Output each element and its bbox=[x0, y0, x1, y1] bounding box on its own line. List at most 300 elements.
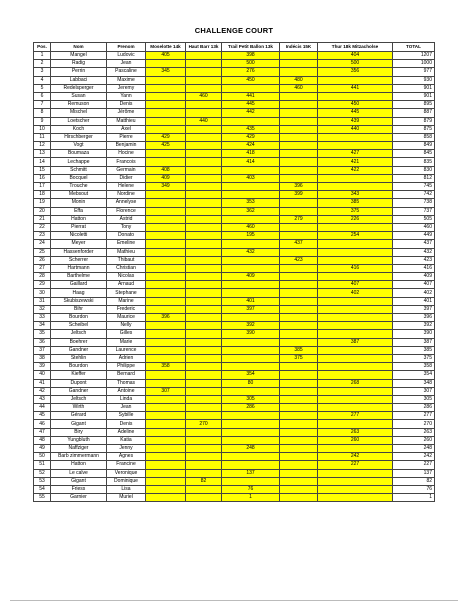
cell-race-1 bbox=[146, 436, 186, 444]
cell-pos: 37 bbox=[34, 346, 51, 354]
cell-race-5 bbox=[318, 273, 393, 281]
table-row bbox=[34, 84, 435, 92]
page-title: CHALLENGE COURT bbox=[194, 26, 274, 35]
cell-race-3 bbox=[222, 346, 280, 354]
cell-pos: 51 bbox=[34, 461, 51, 469]
cell-total: 390 bbox=[393, 330, 435, 338]
cell-prenom: Francine bbox=[107, 461, 146, 469]
cell-race-2: 270 bbox=[186, 420, 222, 428]
cell-race-1: 358 bbox=[146, 363, 186, 371]
cell-total: 354 bbox=[393, 371, 435, 379]
cell-pos: 18 bbox=[34, 191, 51, 199]
table-row bbox=[34, 469, 435, 477]
cell-nom: Schmitt bbox=[51, 166, 107, 174]
cell-nom: Gigant bbox=[51, 420, 107, 428]
cell-race-3: 305 bbox=[222, 395, 280, 403]
cell-race-4 bbox=[280, 494, 318, 502]
cell-race-4 bbox=[280, 92, 318, 100]
cell-race-1 bbox=[146, 223, 186, 231]
table-row bbox=[34, 412, 435, 420]
cell-race-4: 460 bbox=[280, 84, 318, 92]
cell-race-1 bbox=[146, 338, 186, 346]
table-row bbox=[34, 158, 435, 166]
cell-pos: 52 bbox=[34, 469, 51, 477]
table-row bbox=[34, 150, 435, 158]
cell-pos: 15 bbox=[34, 166, 51, 174]
cell-nom: Boehrer bbox=[51, 338, 107, 346]
cell-race-3: 392 bbox=[222, 322, 280, 330]
cell-pos: 32 bbox=[34, 305, 51, 313]
cell-race-1 bbox=[146, 240, 186, 248]
cell-race-4 bbox=[280, 338, 318, 346]
cell-race-5 bbox=[318, 92, 393, 100]
cell-nom: Gigant bbox=[51, 477, 107, 485]
cell-pos: 31 bbox=[34, 297, 51, 305]
cell-prenom: Frederic bbox=[107, 305, 146, 313]
cell-race-1 bbox=[146, 371, 186, 379]
cell-total: 930 bbox=[393, 76, 435, 84]
table-row bbox=[34, 354, 435, 362]
cell-pos: 1 bbox=[34, 52, 51, 60]
cell-race-5 bbox=[318, 485, 393, 493]
cell-race-5 bbox=[318, 445, 393, 453]
cell-race-2 bbox=[186, 174, 222, 182]
cell-race-3: 414 bbox=[222, 158, 280, 166]
cell-race-2 bbox=[186, 346, 222, 354]
cell-race-1 bbox=[146, 101, 186, 109]
cell-nom: Mangel bbox=[51, 52, 107, 60]
cell-race-2 bbox=[186, 330, 222, 338]
table-row bbox=[34, 256, 435, 264]
cell-prenom: Sybille bbox=[107, 412, 146, 420]
cell-total: 76 bbox=[393, 485, 435, 493]
table-row bbox=[34, 191, 435, 199]
cell-race-4 bbox=[280, 199, 318, 207]
cell-race-4 bbox=[280, 109, 318, 117]
cell-race-4 bbox=[280, 461, 318, 469]
cell-race-1 bbox=[146, 256, 186, 264]
cell-race-1 bbox=[146, 354, 186, 362]
cell-pos: 54 bbox=[34, 485, 51, 493]
cell-race-3: 418 bbox=[222, 150, 280, 158]
cell-race-2 bbox=[186, 363, 222, 371]
cell-race-3 bbox=[222, 117, 280, 125]
table-row bbox=[34, 174, 435, 182]
cell-race-3: 76 bbox=[222, 485, 280, 493]
cell-race-3 bbox=[222, 453, 280, 461]
cell-pos: 35 bbox=[34, 330, 51, 338]
cell-race-1 bbox=[146, 84, 186, 92]
cell-race-5: 422 bbox=[318, 166, 393, 174]
cell-nom: Gandner bbox=[51, 387, 107, 395]
cell-race-5: 427 bbox=[318, 150, 393, 158]
cell-prenom: Didier bbox=[107, 174, 146, 182]
cell-nom: Gandner bbox=[51, 346, 107, 354]
cell-race-1 bbox=[146, 404, 186, 412]
cell-race-2 bbox=[186, 273, 222, 281]
cell-race-2 bbox=[186, 215, 222, 223]
cell-total: 875 bbox=[393, 125, 435, 133]
cell-pos: 22 bbox=[34, 223, 51, 231]
cell-total: 402 bbox=[393, 289, 435, 297]
header-race-5: Thur 18k Mitzacholse bbox=[318, 43, 393, 52]
cell-prenom: Muriel bbox=[107, 494, 146, 502]
table-row bbox=[34, 379, 435, 387]
header-race-3: Trail Petit Ballon 13k bbox=[222, 43, 280, 52]
cell-race-3 bbox=[222, 477, 280, 485]
cell-race-3: 445 bbox=[222, 101, 280, 109]
cell-race-5: 277 bbox=[318, 412, 393, 420]
cell-race-5: 387 bbox=[318, 338, 393, 346]
cell-nom: Scherrer bbox=[51, 256, 107, 264]
cell-pos: 33 bbox=[34, 314, 51, 322]
cell-race-3 bbox=[222, 264, 280, 272]
cell-race-4 bbox=[280, 68, 318, 76]
cell-race-4 bbox=[280, 117, 318, 125]
cell-race-1 bbox=[146, 264, 186, 272]
table-row bbox=[34, 281, 435, 289]
cell-race-3: 432 bbox=[222, 248, 280, 256]
table-row bbox=[34, 273, 435, 281]
cell-nom: Barb zimmermann bbox=[51, 453, 107, 461]
cell-prenom: Nordine bbox=[107, 191, 146, 199]
cell-pos: 48 bbox=[34, 436, 51, 444]
cell-race-5 bbox=[318, 183, 393, 191]
cell-total: 242 bbox=[393, 453, 435, 461]
cell-total: 392 bbox=[393, 322, 435, 330]
cell-race-5: 407 bbox=[318, 281, 393, 289]
cell-pos: 13 bbox=[34, 150, 51, 158]
cell-race-2 bbox=[186, 387, 222, 395]
cell-race-4 bbox=[280, 404, 318, 412]
cell-nom: Boumaza bbox=[51, 150, 107, 158]
cell-total: 449 bbox=[393, 232, 435, 240]
cell-race-4 bbox=[280, 125, 318, 133]
cell-race-3: 248 bbox=[222, 445, 280, 453]
cell-race-5 bbox=[318, 404, 393, 412]
table-row bbox=[34, 60, 435, 68]
cell-total: 423 bbox=[393, 256, 435, 264]
cell-race-1 bbox=[146, 461, 186, 469]
cell-race-4 bbox=[280, 142, 318, 150]
cell-prenom: Annelyse bbox=[107, 199, 146, 207]
cell-prenom: Philippe bbox=[107, 363, 146, 371]
cell-nom: Perrin bbox=[51, 68, 107, 76]
cell-race-1 bbox=[146, 485, 186, 493]
cell-race-1: 408 bbox=[146, 166, 186, 174]
page-bottom-rule bbox=[10, 600, 458, 601]
cell-pos: 23 bbox=[34, 232, 51, 240]
cell-total: 305 bbox=[393, 395, 435, 403]
cell-race-4 bbox=[280, 330, 318, 338]
cell-prenom: Yann bbox=[107, 92, 146, 100]
cell-race-5 bbox=[318, 322, 393, 330]
cell-nom: Bocquel bbox=[51, 174, 107, 182]
cell-race-5 bbox=[318, 371, 393, 379]
cell-race-4 bbox=[280, 363, 318, 371]
cell-nom: Yungbluth bbox=[51, 436, 107, 444]
cell-race-2 bbox=[186, 207, 222, 215]
cell-race-5: 385 bbox=[318, 199, 393, 207]
cell-race-2 bbox=[186, 314, 222, 322]
cell-prenom: Jean bbox=[107, 404, 146, 412]
cell-race-2 bbox=[186, 125, 222, 133]
table-row bbox=[34, 223, 435, 231]
cell-race-5 bbox=[318, 240, 393, 248]
cell-race-2: 460 bbox=[186, 92, 222, 100]
cell-prenom: Hocine bbox=[107, 150, 146, 158]
cell-prenom: Denis bbox=[107, 420, 146, 428]
cell-pos: 27 bbox=[34, 264, 51, 272]
cell-pos: 43 bbox=[34, 395, 51, 403]
cell-pos: 38 bbox=[34, 354, 51, 362]
cell-race-5: 421 bbox=[318, 158, 393, 166]
results-table bbox=[33, 42, 435, 502]
cell-race-3: 500 bbox=[222, 60, 280, 68]
cell-pos: 21 bbox=[34, 215, 51, 223]
cell-race-3 bbox=[222, 428, 280, 436]
cell-nom: Nicoletti bbox=[51, 232, 107, 240]
cell-race-2 bbox=[186, 485, 222, 493]
cell-race-5: 375 bbox=[318, 207, 393, 215]
cell-race-1 bbox=[146, 60, 186, 68]
cell-nom: Skubiszewski bbox=[51, 297, 107, 305]
table-row bbox=[34, 248, 435, 256]
cell-race-4: 423 bbox=[280, 256, 318, 264]
cell-race-4 bbox=[280, 297, 318, 305]
cell-race-4 bbox=[280, 445, 318, 453]
table-row bbox=[34, 363, 435, 371]
table-row bbox=[34, 133, 435, 141]
cell-prenom: Veronique bbox=[107, 469, 146, 477]
cell-race-4 bbox=[280, 264, 318, 272]
cell-race-1 bbox=[146, 477, 186, 485]
cell-pos: 49 bbox=[34, 445, 51, 453]
cell-race-2 bbox=[186, 183, 222, 191]
cell-race-4 bbox=[280, 428, 318, 436]
cell-race-5 bbox=[318, 76, 393, 84]
cell-prenom: Astrid bbox=[107, 215, 146, 223]
cell-race-2 bbox=[186, 404, 222, 412]
cell-total: 879 bbox=[393, 117, 435, 125]
cell-race-5 bbox=[318, 297, 393, 305]
cell-nom: Bourdon bbox=[51, 314, 107, 322]
cell-prenom: Jenny bbox=[107, 445, 146, 453]
cell-prenom: Jean bbox=[107, 60, 146, 68]
cell-nom: Labbaci bbox=[51, 76, 107, 84]
cell-nom: Biry bbox=[51, 428, 107, 436]
cell-race-5 bbox=[318, 469, 393, 477]
cell-pos: 36 bbox=[34, 338, 51, 346]
cell-race-4 bbox=[280, 387, 318, 395]
table-row bbox=[34, 445, 435, 453]
table-row bbox=[34, 494, 435, 502]
cell-prenom: Linda bbox=[107, 395, 146, 403]
cell-race-4 bbox=[280, 248, 318, 256]
cell-race-1: 307 bbox=[146, 387, 186, 395]
table-row bbox=[34, 76, 435, 84]
cell-race-4 bbox=[280, 395, 318, 403]
cell-race-5 bbox=[318, 346, 393, 354]
cell-prenom: Adeline bbox=[107, 428, 146, 436]
cell-race-1 bbox=[146, 215, 186, 223]
cell-prenom: Marie bbox=[107, 338, 146, 346]
cell-race-3: 1 bbox=[222, 494, 280, 502]
cell-nom: Scheibel bbox=[51, 322, 107, 330]
cell-race-1 bbox=[146, 92, 186, 100]
cell-race-1: 349 bbox=[146, 183, 186, 191]
cell-nom: Hirschberger bbox=[51, 133, 107, 141]
cell-prenom: Thomas bbox=[107, 379, 146, 387]
cell-race-5: 402 bbox=[318, 289, 393, 297]
table-row bbox=[34, 199, 435, 207]
cell-race-1 bbox=[146, 346, 186, 354]
cell-pos: 10 bbox=[34, 125, 51, 133]
cell-total: 375 bbox=[393, 354, 435, 362]
cell-race-4 bbox=[280, 371, 318, 379]
cell-total: 895 bbox=[393, 101, 435, 109]
cell-nom: Dupont bbox=[51, 379, 107, 387]
cell-race-1 bbox=[146, 379, 186, 387]
cell-race-4 bbox=[280, 232, 318, 240]
cell-race-5: 404 bbox=[318, 52, 393, 60]
cell-race-3: 80 bbox=[222, 379, 280, 387]
cell-race-2 bbox=[186, 338, 222, 346]
table-row bbox=[34, 183, 435, 191]
cell-race-2 bbox=[186, 469, 222, 477]
cell-nom: Meyer bbox=[51, 240, 107, 248]
cell-race-4 bbox=[280, 281, 318, 289]
cell-pos: 3 bbox=[34, 68, 51, 76]
table-row bbox=[34, 330, 435, 338]
cell-nom: Radig bbox=[51, 60, 107, 68]
cell-prenom: Katia bbox=[107, 436, 146, 444]
cell-total: 901 bbox=[393, 92, 435, 100]
cell-race-5 bbox=[318, 477, 393, 485]
cell-nom: Garnier bbox=[51, 494, 107, 502]
table-row bbox=[34, 166, 435, 174]
cell-total: 385 bbox=[393, 346, 435, 354]
table-row bbox=[34, 461, 435, 469]
cell-pos: 34 bbox=[34, 322, 51, 330]
cell-nom: Koch bbox=[51, 125, 107, 133]
cell-nom: Jeltsch bbox=[51, 395, 107, 403]
cell-pos: 30 bbox=[34, 289, 51, 297]
cell-total: 845 bbox=[393, 150, 435, 158]
cell-race-5: 260 bbox=[318, 436, 393, 444]
cell-race-2 bbox=[186, 232, 222, 240]
cell-race-3: 442 bbox=[222, 109, 280, 117]
cell-total: 387 bbox=[393, 338, 435, 346]
cell-pos: 19 bbox=[34, 199, 51, 207]
cell-nom: Effa bbox=[51, 207, 107, 215]
cell-race-1 bbox=[146, 395, 186, 403]
cell-prenom: Maxime bbox=[107, 76, 146, 84]
cell-race-3 bbox=[222, 215, 280, 223]
cell-race-5: 263 bbox=[318, 428, 393, 436]
cell-prenom: Benjamin bbox=[107, 142, 146, 150]
cell-race-4: 279 bbox=[280, 215, 318, 223]
cell-race-4: 480 bbox=[280, 76, 318, 84]
cell-nom: Vogt bbox=[51, 142, 107, 150]
cell-race-5 bbox=[318, 354, 393, 362]
cell-race-3 bbox=[222, 166, 280, 174]
cell-pos: 14 bbox=[34, 158, 51, 166]
cell-prenom: Jeremy bbox=[107, 84, 146, 92]
header-race-4: Indécis 15K bbox=[280, 43, 318, 52]
cell-race-5 bbox=[318, 256, 393, 264]
cell-race-3 bbox=[222, 354, 280, 362]
cell-race-5: 356 bbox=[318, 68, 393, 76]
cell-prenom: Matthieu bbox=[107, 117, 146, 125]
cell-nom: Wirth bbox=[51, 404, 107, 412]
cell-race-5: 254 bbox=[318, 232, 393, 240]
cell-race-1 bbox=[146, 125, 186, 133]
cell-race-4 bbox=[280, 101, 318, 109]
cell-race-1 bbox=[146, 232, 186, 240]
cell-race-4 bbox=[280, 207, 318, 215]
cell-nom: Lechappe bbox=[51, 158, 107, 166]
cell-nom: Loetscher bbox=[51, 117, 107, 125]
cell-race-5 bbox=[318, 142, 393, 150]
cell-total: 437 bbox=[393, 240, 435, 248]
cell-pos: 53 bbox=[34, 477, 51, 485]
cell-nom: Jeltsch bbox=[51, 330, 107, 338]
cell-race-4: 437 bbox=[280, 240, 318, 248]
cell-race-4 bbox=[280, 379, 318, 387]
table-row bbox=[34, 101, 435, 109]
cell-race-4: 375 bbox=[280, 354, 318, 362]
cell-race-2 bbox=[186, 289, 222, 297]
cell-race-2: 82 bbox=[186, 477, 222, 485]
cell-race-3 bbox=[222, 289, 280, 297]
cell-pos: 29 bbox=[34, 281, 51, 289]
cell-race-2 bbox=[186, 256, 222, 264]
cell-race-5 bbox=[318, 223, 393, 231]
cell-prenom: Marine bbox=[107, 297, 146, 305]
cell-prenom: Bernard bbox=[107, 371, 146, 379]
cell-prenom: Axel bbox=[107, 125, 146, 133]
cell-race-1 bbox=[146, 469, 186, 477]
cell-race-1 bbox=[146, 494, 186, 502]
cell-pos: 16 bbox=[34, 174, 51, 182]
cell-race-2 bbox=[186, 60, 222, 68]
cell-race-2 bbox=[186, 223, 222, 231]
header-pos: Pos. bbox=[34, 43, 51, 52]
cell-race-2 bbox=[186, 52, 222, 60]
cell-race-2 bbox=[186, 142, 222, 150]
cell-nom: Haag bbox=[51, 289, 107, 297]
cell-race-5 bbox=[318, 395, 393, 403]
cell-race-2 bbox=[186, 436, 222, 444]
cell-race-5: 450 bbox=[318, 101, 393, 109]
cell-nom: Naffziger bbox=[51, 445, 107, 453]
cell-pos: 44 bbox=[34, 404, 51, 412]
cell-total: 396 bbox=[393, 314, 435, 322]
table-row bbox=[34, 453, 435, 461]
cell-nom: Hatton bbox=[51, 461, 107, 469]
cell-race-4 bbox=[280, 158, 318, 166]
cell-race-2 bbox=[186, 281, 222, 289]
cell-race-4 bbox=[280, 52, 318, 60]
cell-race-1 bbox=[146, 420, 186, 428]
cell-total: 742 bbox=[393, 191, 435, 199]
table-row bbox=[34, 387, 435, 395]
cell-race-1: 396 bbox=[146, 314, 186, 322]
cell-total: 227 bbox=[393, 461, 435, 469]
cell-total: 1000 bbox=[393, 60, 435, 68]
cell-total: 858 bbox=[393, 133, 435, 141]
